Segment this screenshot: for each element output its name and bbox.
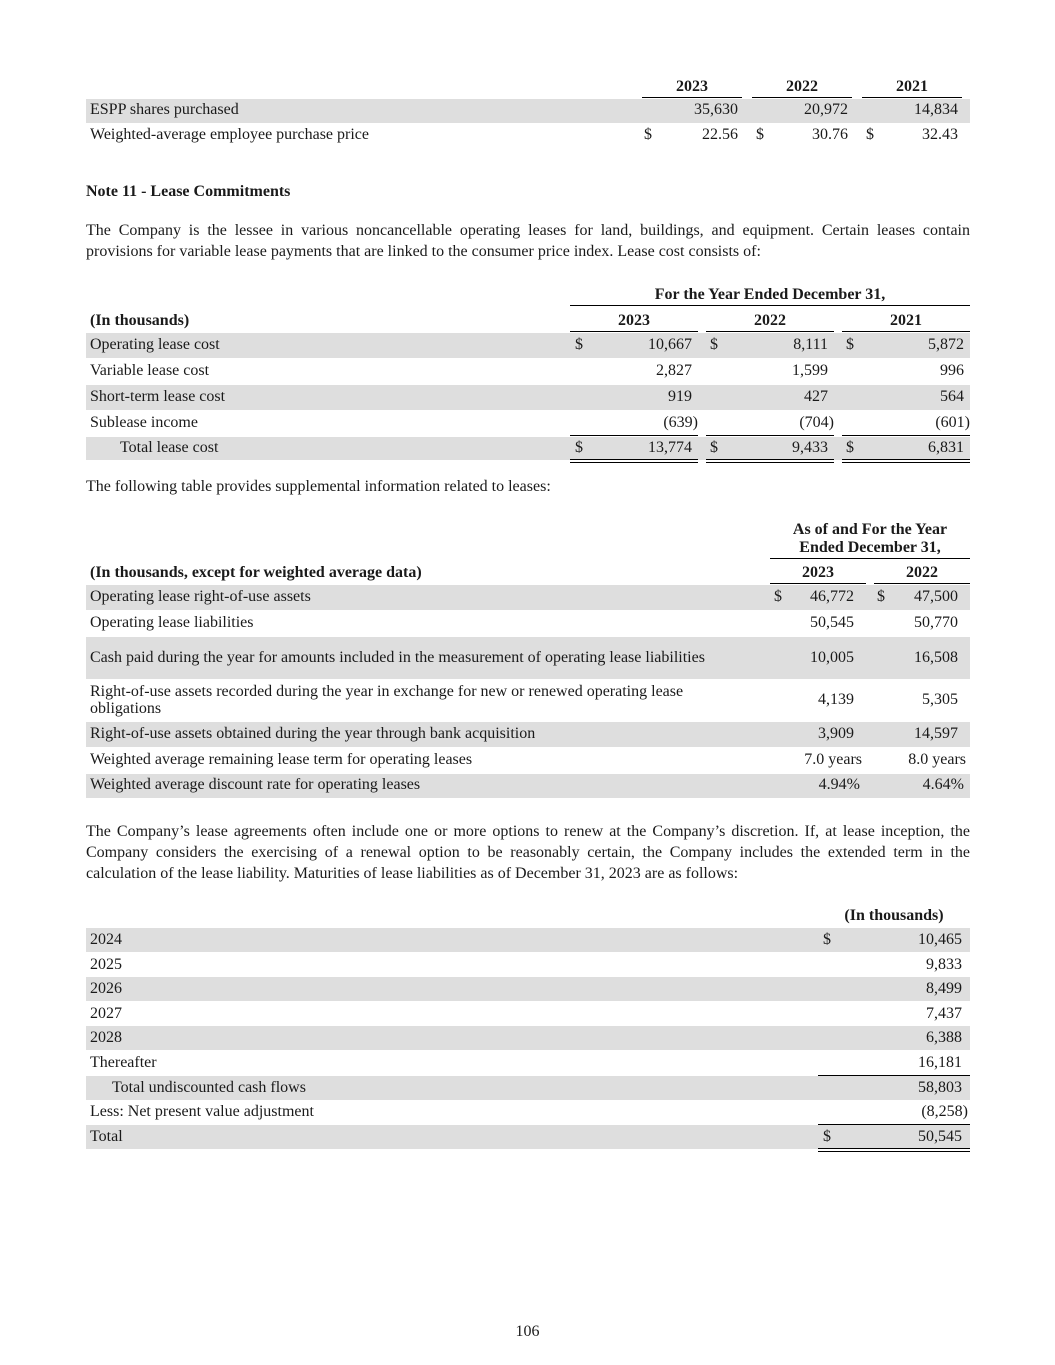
row-label: Weighted average discount rate for operating leases xyxy=(90,776,421,793)
total-double-rule xyxy=(570,459,698,463)
espp-rule-2021 xyxy=(862,97,962,98)
currency-symbol: $ xyxy=(644,126,652,143)
cell-value: 4.64% xyxy=(922,776,964,793)
row-label: Thereafter xyxy=(90,1054,157,1071)
cell-value: 46,772 xyxy=(810,588,854,605)
subtotal-rule xyxy=(570,435,698,436)
currency-symbol: $ xyxy=(823,1128,831,1145)
cell-value: 35,630 xyxy=(694,101,738,118)
total-double-rule xyxy=(842,459,970,463)
cell-value: 10,005 xyxy=(810,649,854,666)
row-label: Operating lease liabilities xyxy=(90,614,254,631)
cell-value: 6,831 xyxy=(928,439,964,456)
espp-rule-2023 xyxy=(642,97,742,98)
table-row xyxy=(86,1051,970,1075)
row-label: Total undiscounted cash flows xyxy=(112,1079,306,1096)
cell-value: (639) xyxy=(663,414,698,431)
cell-value: (601) xyxy=(935,414,970,431)
section-heading: Note 11 - Lease Commitments xyxy=(86,183,291,200)
espp-year-2022: 2022 xyxy=(786,78,818,95)
total-double-rule xyxy=(706,459,834,463)
table-row xyxy=(86,124,970,148)
supplemental-intro: The following table provides supplemental information related to leases: xyxy=(86,478,551,495)
cell-value: 13,774 xyxy=(648,439,692,456)
table-row xyxy=(86,611,970,636)
row-label: Less: Net present value adjustment xyxy=(90,1103,314,1120)
row-label: 2024 xyxy=(90,931,122,948)
table-row xyxy=(86,385,970,410)
subtotal-rule xyxy=(706,435,834,436)
cell-value: (704) xyxy=(799,414,834,431)
cell-value: 4.94% xyxy=(818,776,860,793)
row-label: Total lease cost xyxy=(120,439,219,456)
cell-value: 9,833 xyxy=(926,956,962,973)
table-row xyxy=(86,977,970,1001)
cell-value: 50,545 xyxy=(918,1128,962,1145)
row-label: 2025 xyxy=(90,956,122,973)
table-row xyxy=(86,637,970,679)
currency-symbol: $ xyxy=(877,588,885,605)
cell-value: 16,508 xyxy=(914,649,958,666)
table-row xyxy=(86,722,970,747)
table-row xyxy=(86,748,970,773)
row-label: Weighted-average employee purchase price xyxy=(90,126,370,143)
lease-intro-paragraph: The Company is the lessee in various noncancellable operating leases for land, buildings, and equipment. Certain leases contain provisions for variable lease payments that are linked to the consumer price index. Lease cost consists of: xyxy=(86,222,970,260)
year-2023: 2023 xyxy=(618,312,650,329)
table-row xyxy=(86,1002,970,1026)
cell-value: 919 xyxy=(668,388,692,405)
cell-value: 5,305 xyxy=(922,691,958,708)
year-2022: 2022 xyxy=(906,564,938,581)
currency-symbol: $ xyxy=(756,126,764,143)
row-label: Short-term lease cost xyxy=(90,388,226,405)
cell-value: 3,909 xyxy=(818,725,854,742)
year-2023: 2023 xyxy=(802,564,834,581)
subtotal-rule xyxy=(842,435,970,436)
currency-symbol: $ xyxy=(710,439,718,456)
table-row xyxy=(86,359,970,384)
year-rule xyxy=(770,583,866,584)
period-header: For the Year Ended December 31, xyxy=(654,286,886,303)
period-header-line2: Ended December 31, xyxy=(799,539,941,556)
cell-value: 20,972 xyxy=(804,101,848,118)
espp-rule-2022 xyxy=(752,97,852,98)
table-row xyxy=(86,411,970,436)
table-row xyxy=(86,1026,970,1050)
table-row xyxy=(86,1100,970,1124)
row-label: Total xyxy=(90,1128,123,1145)
table-row xyxy=(86,1076,970,1100)
row-label: Right-of-use assets obtained during the year through bank acquisition xyxy=(90,725,536,742)
cell-value: 996 xyxy=(940,362,964,379)
currency-symbol: $ xyxy=(774,588,782,605)
period-header-line1: As of and For the Year xyxy=(792,521,948,538)
table-row xyxy=(86,953,970,977)
cell-value: 564 xyxy=(940,388,964,405)
cell-value: 14,597 xyxy=(914,725,958,742)
currency-symbol: $ xyxy=(823,931,831,948)
period-rule xyxy=(770,558,970,559)
period-rule xyxy=(570,305,970,306)
cell-value: 1,599 xyxy=(792,362,828,379)
cell-value: 30.76 xyxy=(812,126,848,143)
cell-value: 427 xyxy=(804,388,828,405)
cell-value: 8.0 years xyxy=(908,751,966,768)
currency-symbol: $ xyxy=(710,336,718,353)
year-rule xyxy=(570,331,698,332)
cell-value: (8,258) xyxy=(921,1103,968,1120)
year-rule xyxy=(842,331,970,332)
row-label: Operating lease right-of-use assets xyxy=(90,588,311,605)
table-row xyxy=(86,333,970,358)
unit-label: (In thousands) xyxy=(844,907,944,924)
currency-symbol: $ xyxy=(866,126,874,143)
row-label: Right-of-use assets recorded during the year in exchange for new or renewed operating lease obligations xyxy=(90,683,684,717)
cell-value: 8,499 xyxy=(926,980,962,997)
cell-value: 50,545 xyxy=(810,614,854,631)
currency-symbol: $ xyxy=(575,336,583,353)
row-label: ESPP shares purchased xyxy=(90,101,239,118)
cell-value: 9,433 xyxy=(792,439,828,456)
cell-value: 7.0 years xyxy=(804,751,862,768)
espp-year-2021: 2021 xyxy=(896,78,928,95)
total-row xyxy=(86,437,970,460)
total-double-rule xyxy=(818,1148,970,1152)
cell-value: 22.56 xyxy=(702,126,738,143)
espp-year-2023: 2023 xyxy=(676,78,708,95)
cell-value: 6,388 xyxy=(926,1029,962,1046)
row-label: 2026 xyxy=(90,980,122,997)
cell-value: 8,111 xyxy=(793,336,828,353)
cell-value: 7,437 xyxy=(926,1005,962,1022)
year-rule xyxy=(874,583,970,584)
cell-value: 47,500 xyxy=(914,588,958,605)
year-rule xyxy=(706,331,834,332)
row-label: Cash paid during the year for amounts included in the measurement of operating lease liabilities xyxy=(90,649,705,666)
cell-value: 4,139 xyxy=(818,691,854,708)
cell-value: 14,834 xyxy=(914,101,958,118)
row-label: Operating lease cost xyxy=(90,336,220,353)
year-2021: 2021 xyxy=(890,312,922,329)
row-label: Sublease income xyxy=(90,414,198,431)
table-row xyxy=(86,680,970,721)
cell-value: 32.43 xyxy=(922,126,958,143)
row-label: Weighted average remaining lease term for operating leases xyxy=(90,751,473,768)
row-label: Variable lease cost xyxy=(90,362,210,379)
total-row xyxy=(86,1125,970,1149)
cell-value: 58,803 xyxy=(918,1079,962,1096)
table-row xyxy=(86,928,970,952)
table-row xyxy=(86,774,970,798)
cell-value: 10,667 xyxy=(648,336,692,353)
table-row xyxy=(86,99,970,123)
cell-value: 10,465 xyxy=(918,931,962,948)
renewal-paragraph: The Company’s lease agreements often include one or more options to renew at the Company’s discretion. If, at lease inception, the Company considers the exercising of a renewal option to be reasonably certain, the Company includes the extended term in the calculation of the lease liability. Maturities of lease liabilities as of December 31, 2023 are as follows: xyxy=(86,823,970,882)
cell-value: 5,872 xyxy=(928,336,964,353)
unit-label: (In thousands, except for weighted average data) xyxy=(90,564,422,581)
cell-value: 16,181 xyxy=(918,1054,962,1071)
unit-label: (In thousands) xyxy=(90,312,190,329)
year-2022: 2022 xyxy=(754,312,786,329)
cell-value: 2,827 xyxy=(656,362,692,379)
row-label: 2028 xyxy=(90,1029,122,1046)
currency-symbol: $ xyxy=(846,439,854,456)
table-row xyxy=(86,585,970,610)
currency-symbol: $ xyxy=(846,336,854,353)
currency-symbol: $ xyxy=(575,439,583,456)
cell-value: 50,770 xyxy=(914,614,958,631)
row-label: 2027 xyxy=(90,1005,122,1022)
page-number: 106 xyxy=(515,1323,540,1340)
